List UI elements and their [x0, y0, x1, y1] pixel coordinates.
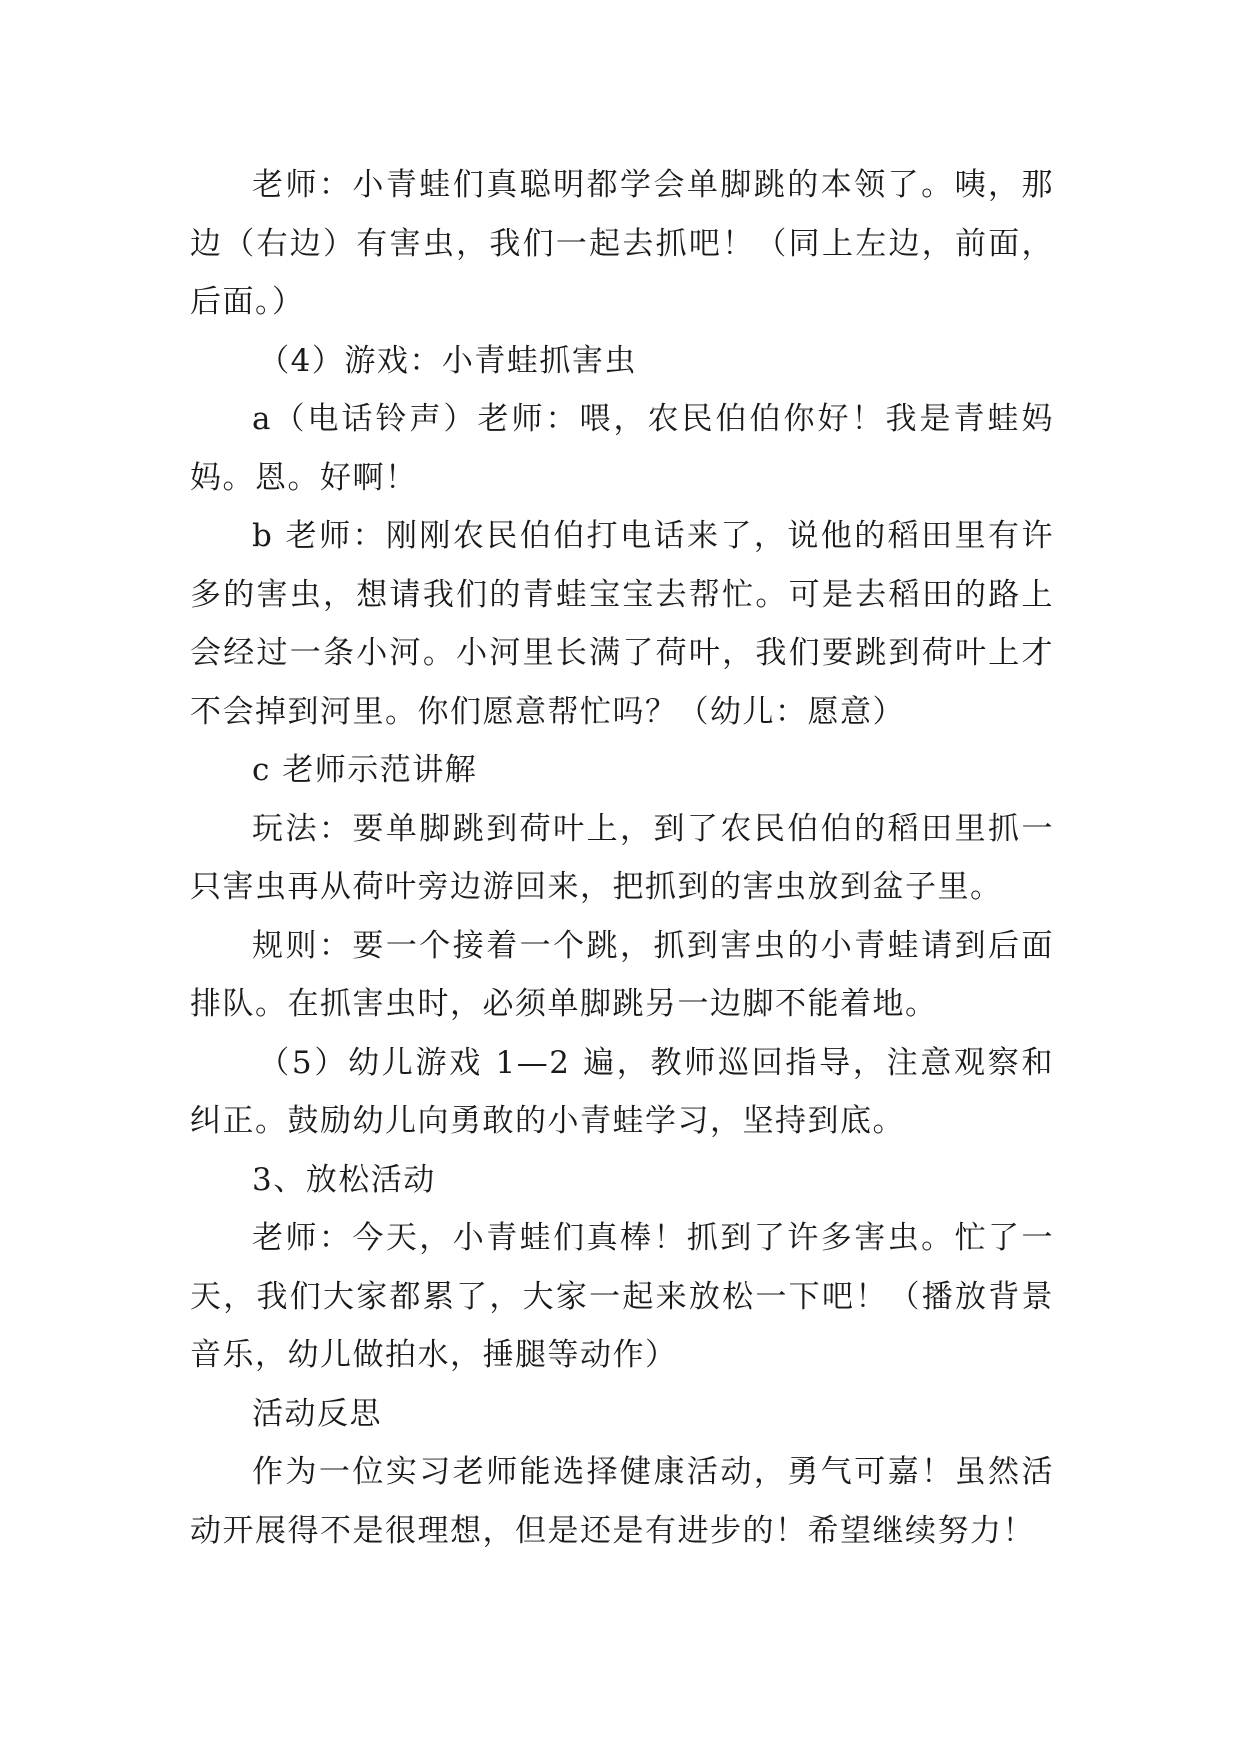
paragraph-demo-heading: c 老师示范讲解 [252, 752, 478, 788]
paragraph-relax-activity: 老师：今天，小青蛙们真棒！抓到了许多害虫。忙了一天，我们大家都累了，大家一起来放松一下吧！（播放背景音乐，幼儿做拍水，捶腿等动作） [190, 1220, 1054, 1373]
paragraph-rules: 规则：要一个接着一个跳，抓到害虫的小青蛙请到后面排队。在抓害虫时，必须单脚跳另一边脚不能着地。 [190, 927, 1054, 1022]
paragraph-children-play: （5）幼儿游戏 1—2 遍，教师巡回指导，注意观察和纠正。鼓励幼儿向勇敢的小青蛙学习，坚持到底。 [190, 1044, 1054, 1139]
paragraph-relax-heading: 3、放松活动 [252, 1161, 436, 1198]
paragraph-game-title: （4）游戏：小青蛙抓害虫 [258, 342, 637, 379]
paragraph-teacher-hunt-bugs: 老师：小青蛙们真聪明都学会单脚跳的本领了。咦，那边（右边）有害虫，我们一起去抓吧！（同上左边，前面，后面。） [190, 167, 1054, 320]
paragraph-phone-call: a（电话铃声）老师：喂，农民伯伯你好！我是青蛙妈妈。恩。好啊！ [190, 401, 1054, 496]
document-body [190, 156, 1054, 1560]
paragraph-farmer-request: b 老师：刚刚农民伯伯打电话来了，说他的稻田里有许多的害虫，想请我们的青蛙宝宝去帮忙。可是去稻田的路上会经过一条小河。小河里长满了荷叶，我们要跳到荷叶上才不会掉到河里。你们愿意帮忙吗？（幼儿：愿意） [190, 518, 1054, 730]
paragraph-gameplay: 玩法：要单脚跳到荷叶上，到了农民伯伯的稻田里抓一只害虫再从荷叶旁边游回来，把抓到的害虫放到盆子里。 [190, 810, 1054, 905]
paragraph-reflection-heading: 活动反思 [252, 1395, 382, 1432]
paragraph-reflection: 作为一位实习老师能选择健康活动，勇气可嘉！虽然活动开展得不是很理想，但是还是有进步的！希望继续努力！ [190, 1454, 1054, 1549]
